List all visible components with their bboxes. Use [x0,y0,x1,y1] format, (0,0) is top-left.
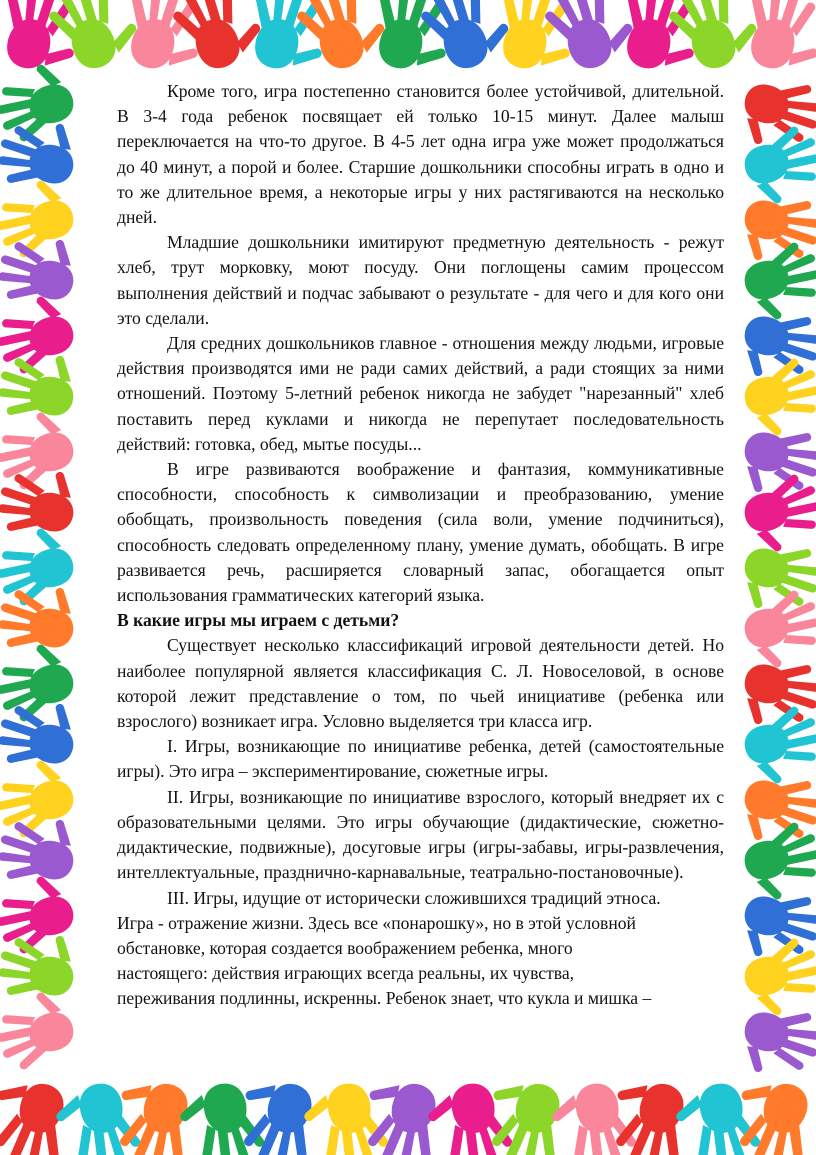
hand-print [0,755,80,842]
hand-print [0,59,80,146]
text-line: настоящего: действия играющих всегда реальны, их чувства, [117,963,575,984]
hand-print [738,238,816,325]
hand-print [0,175,80,262]
hand-print [0,987,80,1074]
document-body [117,79,724,1012]
text-line: III. Игры, идущие от исторически сложившихся традиций этноса. [167,887,661,908]
section-heading: В какие игры мы играем с детьми? [117,610,400,631]
hand-print [0,523,80,610]
paragraph: Существует несколько классификаций игровой деятельности детей. Но наиболее популярной является классификация С. Л. Новоселовой, в основе которой лежит представление о том, по чьей инициативе (ребенка или взрослого) возникает игра. Условно выделяется три класса игр. [117,635,724,732]
hand-print [738,934,816,1021]
hand-print [290,0,393,78]
paragraph: Кроме того, игра постепенно становится более устойчивой, длительной. В 3-4 года ребенок посвящает ей только 10-15 минут. Далее малыш переключается на что-то другое. В 4-5 лет одна игра уже может продолжаться до 40 минут, а порой и более. Старшие дошкольники способны играть в одно и то же длительное время, а некоторые игры у них растягиваются на несколько дней. [117,81,724,228]
text-line: Игра - отражение жизни. Здесь все «понарошку», но в этой условной [117,912,636,933]
hand-print [738,586,816,673]
hand-print [414,0,517,78]
hand-print [538,0,641,78]
hand-print [0,291,80,378]
paragraph: Для средних дошкольников главное - отношения между людьми, игровые действия производятся ими не ради самих действий, а ради стоящих за ними отношений. Поэтому 5-летний ребенок никогда не забудет "нарезанный" хлеб поставить перед куклами и никогда не перепутает последовательность действий: готовка, обед, мытье посуды... [117,333,724,454]
text-line: переживания подлинны, искренны. Ребенок знает, что кукла и мишка – [117,988,652,1009]
hand-print [738,702,816,789]
paragraph: В игре развиваются воображение и фантазия, коммуникативные способности, способность к символизации и преобразованию, умение обобщать, произвольность поведения (сила воли, умение подчиниться), способность следовать определенному плану, умение думать, обобщать. В игре развивается речь, расширяется словарный запас, обогащается опыт использования грамматических категорий языка. [117,459,724,606]
paragraph: I. Игры, возникающие по инициативе ребенка, детей (самостоятельные игры). Это игра – экспериментирование, сюжетные игры. [117,736,724,782]
hand-print [738,122,816,209]
hand-print [738,470,816,557]
paragraph: II. Игры, возникающие по инициативе взрослого, который внедряет их с образовательными целями. Это игры обучающие (дидактические, сюжетно-дидактические, подвижные), досуговые игры (игры-забавы, игры-развлечения, интеллектуальные, празднично-карнавальные, театрально-постановочные). [117,786,724,883]
paragraph: Младшие дошкольники имитируют предметную деятельность - режут хлеб, трут морковку, моют посуду. Они поглощены самим процессом выполнения действий и подчас забывают о результате - для чего и для кого они это сделали. [117,232,724,328]
hand-print [0,871,80,958]
hand-print [738,354,816,441]
hand-print [0,639,80,726]
hand-print [0,407,80,494]
text-line: обстановке, которая создается воображением ребенка, много [117,937,573,958]
hand-print [42,0,145,78]
hand-print [662,0,765,78]
hand-print [738,818,816,905]
hand-print [166,0,269,78]
